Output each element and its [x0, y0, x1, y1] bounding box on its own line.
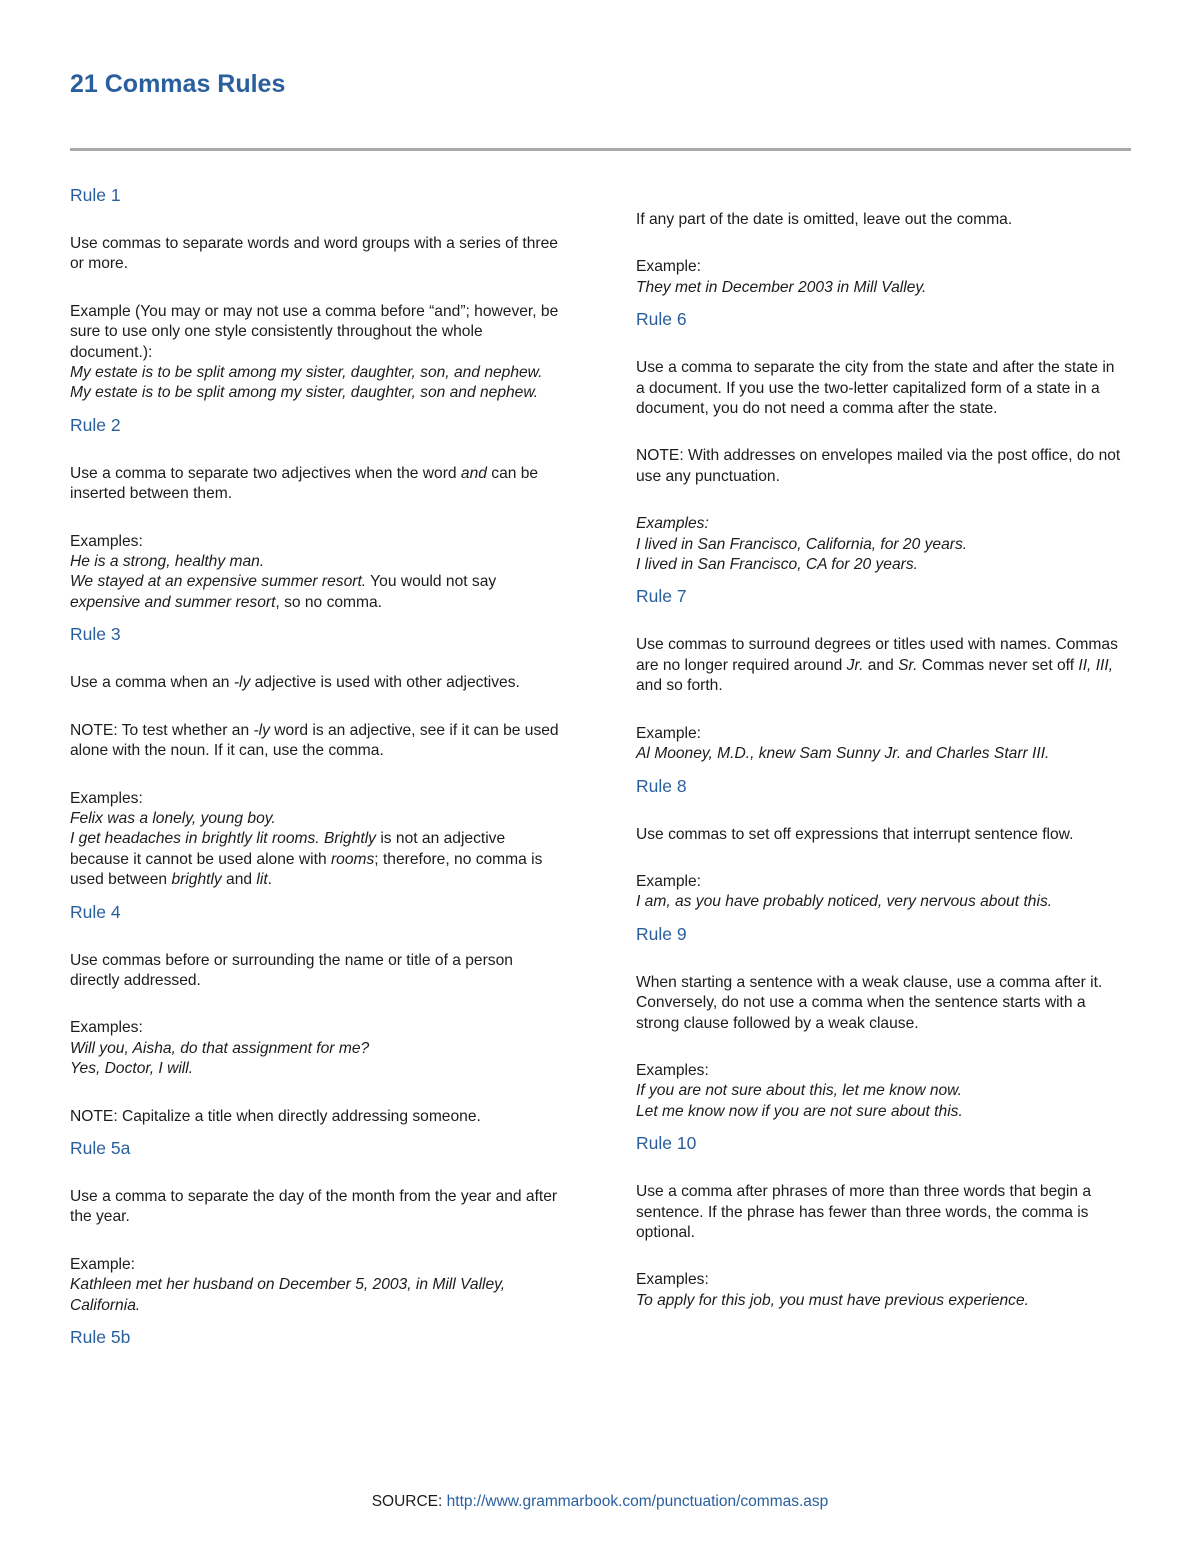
rule-5b-heading-block — [70, 1326, 560, 1348]
text-part-italic: Brightly — [323, 830, 376, 848]
example-sentence: Kathleen met her husband on December 5, 2003, in Mill Valley, California. — [70, 1276, 506, 1314]
rule-text: Use commas to separate words and word groups with a series of three or more. — [70, 235, 558, 273]
text-part-italic: brightly — [171, 871, 222, 889]
text-part: and — [221, 871, 257, 889]
text-part: NOTE: To test whether an — [70, 721, 254, 739]
example-label: Example: — [636, 724, 702, 742]
example-label: Example (You may or may not use a comma before “and”; however, be sure to use only one style consistently throughout the whole document.): — [70, 302, 559, 361]
example-sentence: Felix was a lonely, young boy. — [70, 809, 276, 827]
example-label: Examples: — [70, 1019, 143, 1037]
rule-5a — [70, 1137, 560, 1316]
rule-example — [70, 1255, 560, 1316]
text-part: can be inserted between them. — [70, 464, 539, 503]
rule-example — [636, 514, 1126, 575]
example-sentence: Yes, Doctor, I will. — [70, 1060, 194, 1078]
text-part-italic: -ly — [233, 674, 251, 692]
example-sentence — [70, 829, 560, 890]
example-label: Examples: — [636, 515, 709, 533]
rule-text: When starting a sentence with a weak clause, use a comma after it. Conversely, do not use a comma when the sentence starts with a strong clause followed by a weak clause. — [636, 973, 1103, 1032]
text-part: Use a comma when an — [70, 674, 234, 692]
rule-note: NOTE: With addresses on envelopes mailed via the post office, do not use any punctuation. — [636, 447, 1121, 485]
text-part-italic: Jr. — [846, 656, 864, 674]
rule-5b-body — [636, 210, 1126, 298]
rule-3 — [70, 623, 560, 890]
rule-text — [636, 635, 1126, 696]
example-sentence: Let me know now if you are not sure about this. — [636, 1102, 963, 1120]
text-part-italic: We stayed at an expensive summer resort. — [70, 573, 367, 591]
text-part: and so forth. — [636, 677, 723, 695]
example-sentence: I lived in San Francisco, CA for 20 years. — [636, 556, 918, 574]
rule-example — [70, 789, 560, 891]
right-column — [636, 210, 1126, 1321]
rule-heading: Rule 4 — [70, 901, 121, 922]
rule-text: Use a comma to separate the city from the state and after the state in a document. If you use the two-letter capitalized form of a state in a document, you do not need a comma after the state. — [636, 359, 1115, 418]
example-label: Example: — [636, 872, 702, 890]
rule-7 — [636, 585, 1126, 764]
rule-heading: Rule 8 — [636, 775, 687, 796]
text-part: ; therefore, no comma is used between — [70, 850, 543, 889]
title-divider — [70, 148, 1131, 151]
rule-6 — [636, 308, 1126, 575]
rule-10 — [636, 1132, 1126, 1311]
example-sentence: My estate is to be split among my sister, daughter, son, and nephew. — [70, 364, 543, 382]
rule-text — [70, 464, 560, 505]
rule-text: Use commas to set off expressions that interrupt sentence flow. — [636, 825, 1074, 843]
example-sentence: They met in December 2003 in Mill Valley. — [636, 278, 927, 296]
rule-example — [70, 302, 560, 404]
rule-2 — [70, 414, 560, 613]
text-part: You would not say — [366, 573, 497, 591]
rule-heading: Rule 6 — [636, 309, 687, 330]
text-part: . — [267, 871, 273, 889]
page-title: 21 Commas Rules — [70, 70, 286, 98]
rule-example — [636, 724, 1126, 765]
example-label: Examples: — [636, 1061, 709, 1079]
text-part: Commas never set off — [917, 656, 1079, 674]
text-part-italic: lit — [256, 871, 268, 889]
rule-text: Use a comma after phrases of more than three words that begin a sentence. If the phrase has fewer than three words, the comma is optional. — [636, 1183, 1092, 1241]
rule-heading: Rule 5a — [70, 1137, 131, 1158]
text-part-italic: -ly — [253, 721, 270, 739]
text-part: , so no comma. — [275, 593, 383, 611]
rule-example — [70, 532, 560, 614]
example-sentence: If you are not sure about this, let me know now. — [636, 1082, 962, 1100]
rule-heading: Rule 9 — [636, 923, 687, 944]
rule-heading: Rule 2 — [70, 414, 121, 435]
text-part-italic: II, III, — [1078, 656, 1114, 674]
example-sentence: I lived in San Francisco, California, for 20 years. — [636, 535, 968, 553]
rule-note — [70, 721, 560, 762]
text-part-italic: rooms — [330, 850, 375, 868]
rule-text: If any part of the date is omitted, leave out the comma. — [636, 211, 1013, 228]
example-sentence — [70, 572, 560, 613]
text-part: word is an adjective, see if it can be used alone with the noun. If it can, use the comma. — [70, 721, 559, 760]
text-part-italic: Sr. — [898, 656, 918, 674]
example-sentence: Al Mooney, M.D., knew Sam Sunny Jr. and Charles Starr III. — [636, 745, 1050, 763]
source-link[interactable]: http://www.grammarbook.com/punctuation/commas.asp — [446, 1493, 829, 1510]
rule-example — [636, 1061, 1126, 1122]
rule-example — [636, 1270, 1126, 1311]
left-column — [70, 184, 560, 1376]
rule-example — [636, 872, 1126, 913]
text-part-italic: I get headaches in brightly lit rooms. — [70, 830, 320, 848]
text-part-italic: and — [460, 464, 487, 482]
example-label: Example: — [636, 258, 702, 276]
rule-1 — [70, 184, 560, 404]
rule-heading: Rule 1 — [70, 185, 121, 205]
text-part: Use commas to surround degrees or titles used with names. Commas are no longer required around — [636, 636, 1118, 674]
rule-heading: Rule 5b — [70, 1327, 131, 1347]
text-part: adjective is used with other adjectives. — [250, 674, 520, 692]
example-sentence: My estate is to be split among my sister, daughter, son and nephew. — [70, 384, 539, 402]
rule-note: NOTE: Capitalize a title when directly addressing someone. — [70, 1107, 481, 1125]
example-label: Examples: — [636, 1271, 709, 1289]
rule-heading: Rule 10 — [636, 1133, 697, 1154]
rule-text: Use a comma to separate the day of the month from the year and after the year. — [70, 1187, 558, 1226]
example-label: Examples: — [70, 789, 143, 807]
example-label: Examples: — [70, 532, 143, 550]
example-label: Example: — [70, 1255, 136, 1273]
text-part: is not an adjective because it cannot be used alone with — [70, 830, 506, 868]
rule-text — [70, 673, 560, 693]
source-footer — [0, 1493, 1200, 1511]
rule-4 — [70, 901, 560, 1127]
rule-8 — [636, 775, 1126, 913]
text-part-italic: expensive and summer resort — [70, 593, 276, 611]
text-part: and — [863, 656, 899, 674]
rule-heading: Rule 3 — [70, 624, 121, 645]
rule-text: Use commas before or surrounding the name or title of a person directly addressed. — [70, 951, 513, 989]
rule-example — [636, 257, 1126, 298]
rule-example — [70, 1018, 560, 1079]
example-sentence: He is a strong, healthy man. — [70, 553, 265, 571]
rule-9 — [636, 923, 1126, 1122]
example-sentence: I am, as you have probably noticed, very nervous about this. — [636, 893, 1053, 911]
source-label: SOURCE: — [371, 1493, 447, 1510]
text-part: Use a comma to separate two adjectives when the word — [70, 464, 461, 482]
example-sentence: Will you, Aisha, do that assignment for me? — [70, 1039, 370, 1057]
rule-heading: Rule 7 — [636, 586, 687, 607]
example-sentence: To apply for this job, you must have previous experience. — [636, 1291, 1029, 1309]
